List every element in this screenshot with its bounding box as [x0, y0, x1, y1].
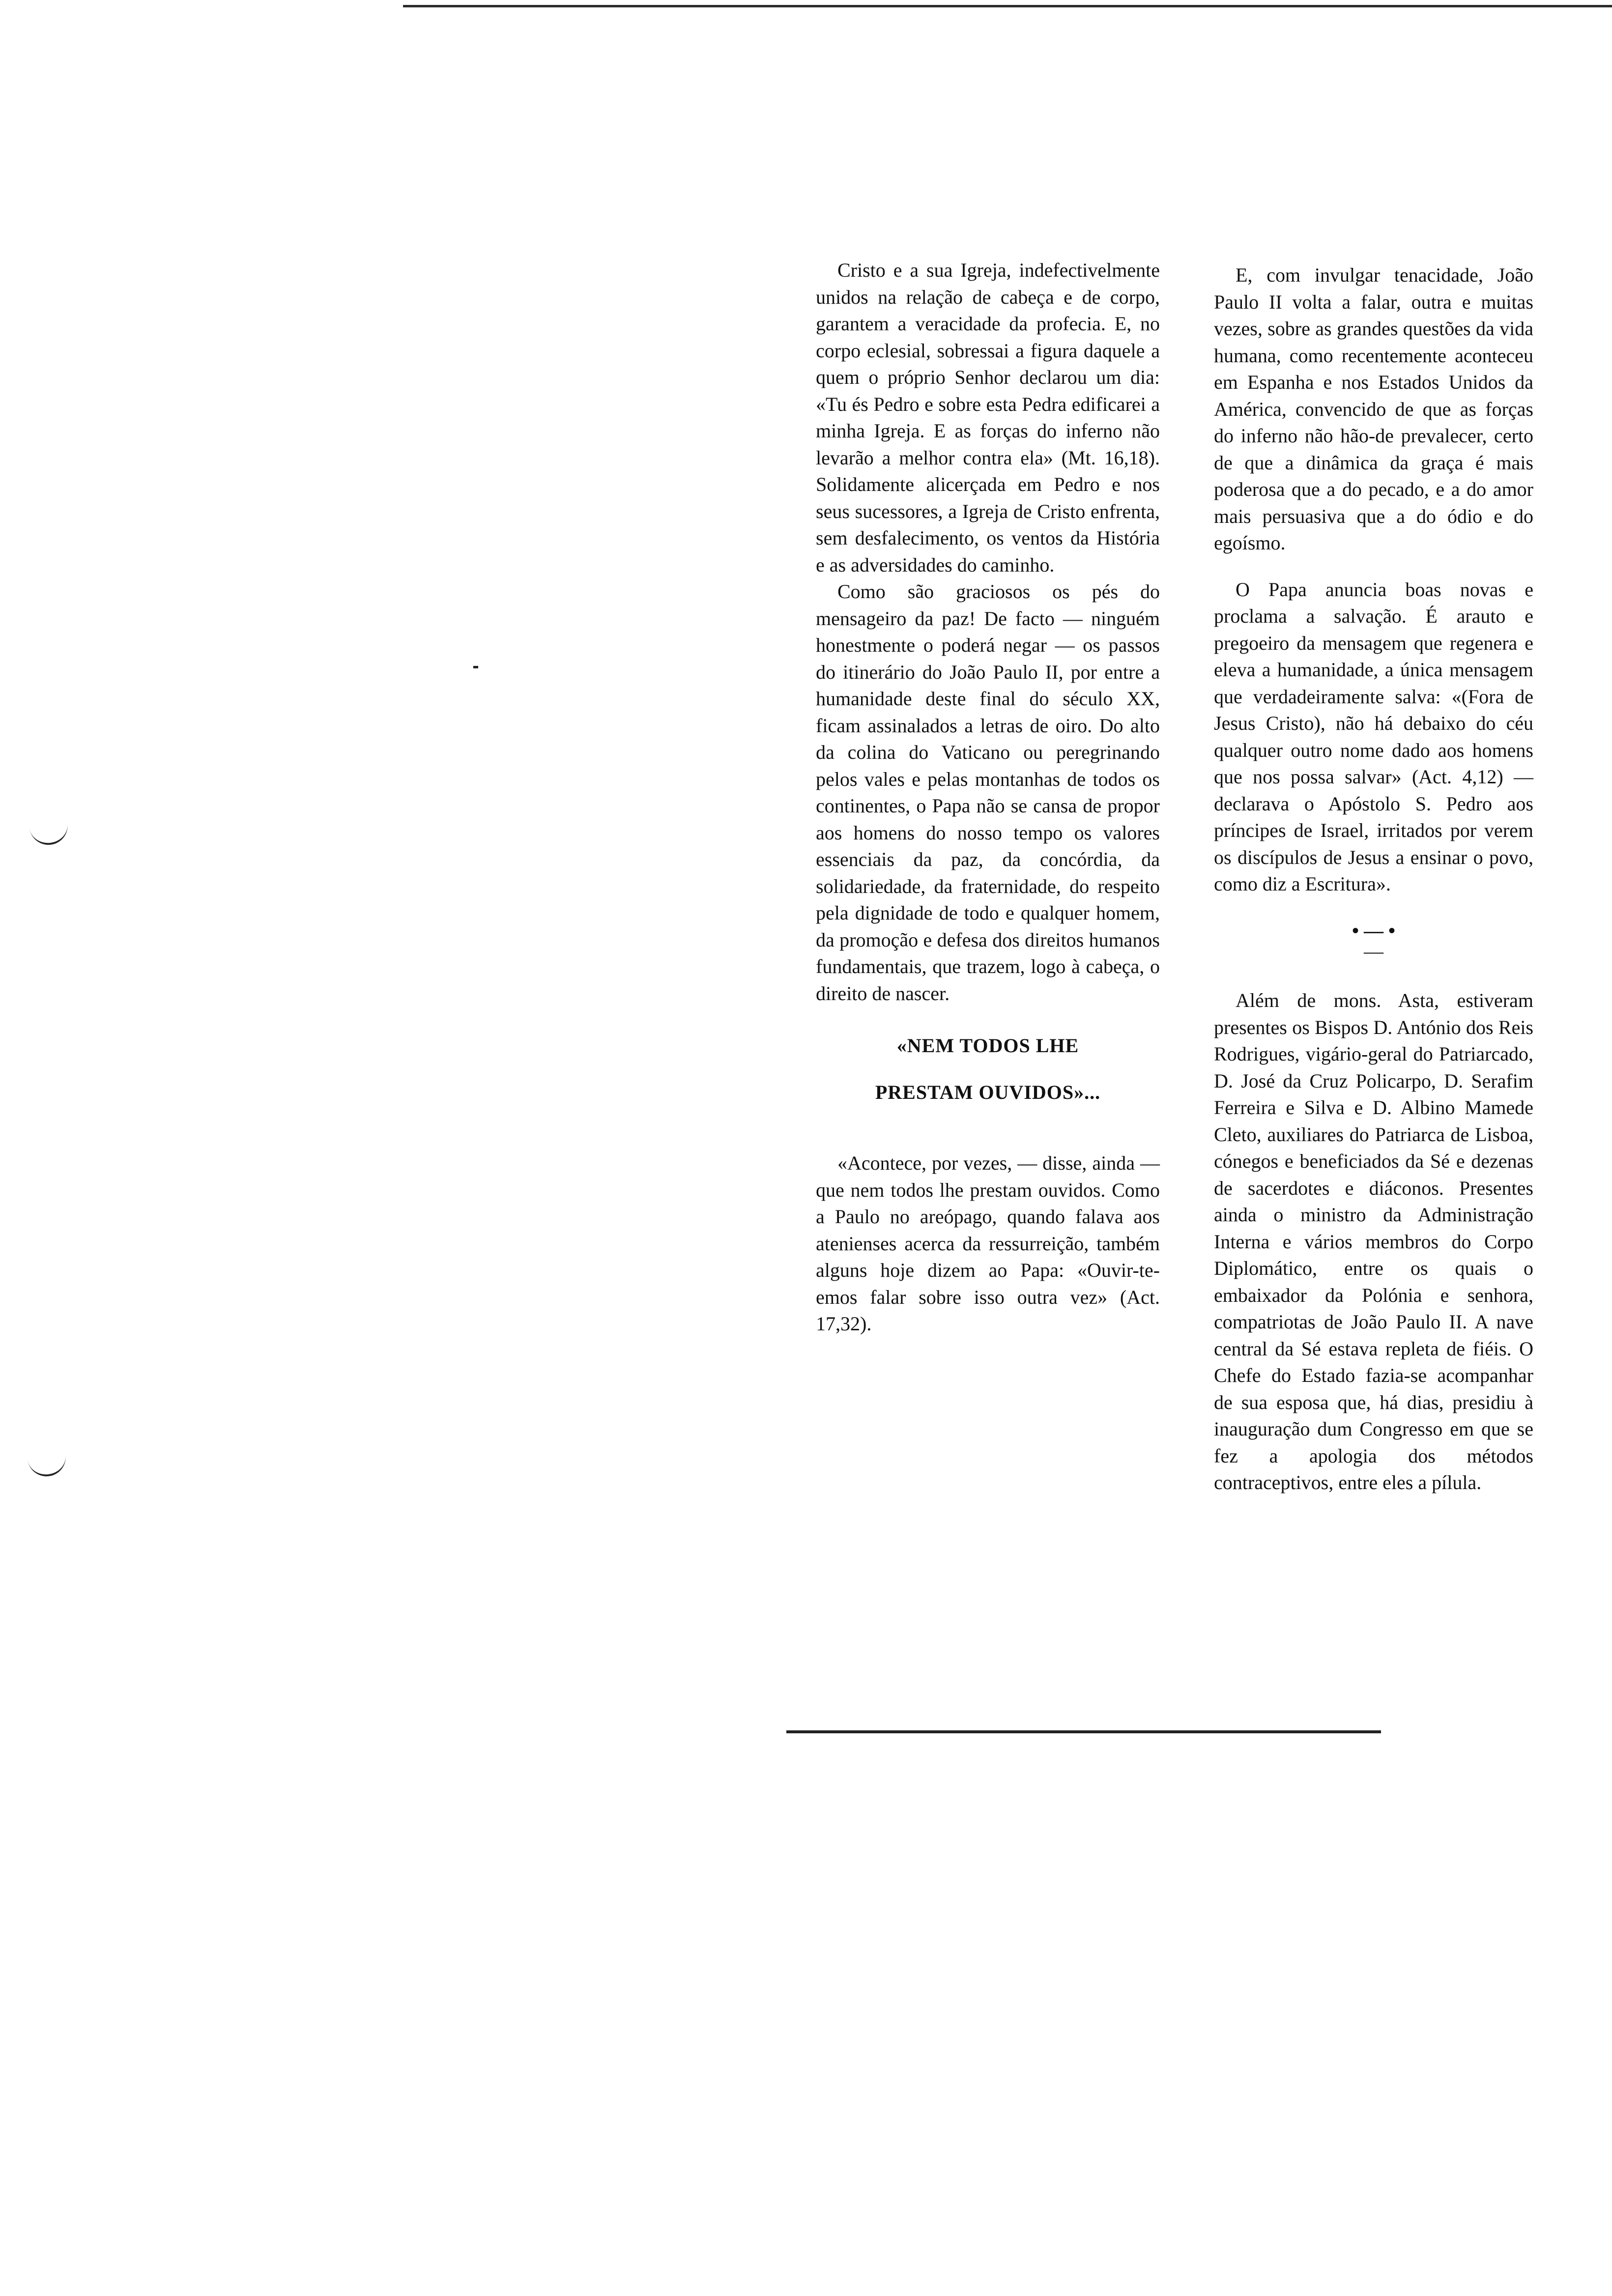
paragraph: E, com invulgar tenacidade, João Paulo II volta a falar, outra e muitas vezes, sobre as grandes questões da vida humana, como recentemente aconteceu em Espanha e nos Estados Unidos da América, convencido de que as forças do inferno não hão-de prevalecer, certo de que a dinâmica da graça é mais poderosa que a do pecado, e a do amor mais persuasiva que a do ódio e do egoísmo.: [1214, 264, 1533, 554]
paragraph: O Papa anuncia boas novas e proclama a salvação. É arauto e pregoeiro da mensagem que regenera e eleva a humanidade, a única mensagem que verdadeiramente salva: «(Fora de Jesus Cristo), não há debaixo do céu qualquer outro nome dado aos homens que nos possa salvar» (Act. 4,12) — declarava o Apóstolo S. Pedro aos príncipes de Israel, irritados por verem os discípulos de Jesus a ensinar o povo, como diz a Escritura».: [1214, 578, 1533, 895]
section-heading-line-2: PRESTAM OUVIDOS»...: [875, 1081, 1101, 1103]
paragraph: Como são graciosos os pés do mensageiro da paz! De facto — ninguém honestmente o poderá negar — os passos do itinerário do João Paulo II, por entre a humanidade deste final do século XX, ficam assinalados a letras de oiro. Do alto da colina do Vaticano ou peregrinando pelos vales e pelas montanhas de todos os continentes, o Papa não se cansa de propor aos homens do nosso tempo os valores essenciais da paz, da concórdia, da solidariedade, da fraternidade, do respeito pela dignidade de todo e qualquer homem, da promoção e defesa dos direitos humanos fundamentais, que trazem, logo à cabeça, o direito de nascer.: [816, 580, 1160, 1004]
paragraph: Além de mons. Asta, estiveram presentes os Bispos D. António dos Reis Rodrigues, vigário-geral do Patriarcado, D. José da Cruz Policarpo, D. Serafim Ferreira e Silva e D. Albino Mamede Cleto, auxiliares do Patriarca de Lisboa, cónegos e beneficiados da Sé e dezenas de sacerdotes e diáconos. Presentes ainda o ministro da Administração Interna e vários membros do Corpo Diplomático, entre os quais o embaixador da Polónia e senhora, compatriotas de João Paulo II. A nave central da Sé estava repleta de fiéis. O Chefe do Estado fazia-se acompanhar de sua esposa que, há dias, presidiu à inauguração dum Congresso em que se fez a apologia dos métodos contraceptivos, entre eles a pílula.: [1214, 989, 1533, 1493]
top-border-line: [403, 5, 1612, 7]
paragraph: «Acontece, por vezes, — disse, ainda — que nem todos lhe prestam ouvidos. Como a Paulo no areópago, quando falava aos atenienses acerca da ressurreição, também alguns hoje dizem ao Papa: «Ouvir-te-emos falar sobre isso outra vez» (Act. 17,32).: [816, 1152, 1160, 1335]
scan-speck: [473, 666, 478, 668]
punch-hole-mark-lower: [27, 1452, 68, 1479]
bottom-rule: [786, 1730, 1381, 1733]
paragraph: Cristo e a sua Igreja, indefectivelmente unidos na relação de cabeça e de corpo, garantem a veracidade da profecia. E, no corpo eclesial, sobressai a figura daquele a quem o próprio Senhor declarou um dia: «Tu és Pedro e sobre esta Pedra edificarei a minha Igreja. E as forças do inferno não levarão a melhor contra ela» (Mt. 16,18). Solidamente alicerçada em Pedro e nos seus sucessores, a Igreja de Cristo enfrenta, sem desfalecimento, os ventos da História e as adversidades do caminho.: [816, 259, 1160, 576]
section-heading-line-1: «NEM TODOS LHE: [896, 1034, 1079, 1057]
article-column-right: [1214, 262, 1533, 1496]
article-column-left: [816, 257, 1160, 1338]
punch-hole-mark-upper: [29, 821, 70, 847]
separator-dash: —: [1364, 940, 1383, 962]
section-separator: • — •: [1352, 919, 1395, 942]
